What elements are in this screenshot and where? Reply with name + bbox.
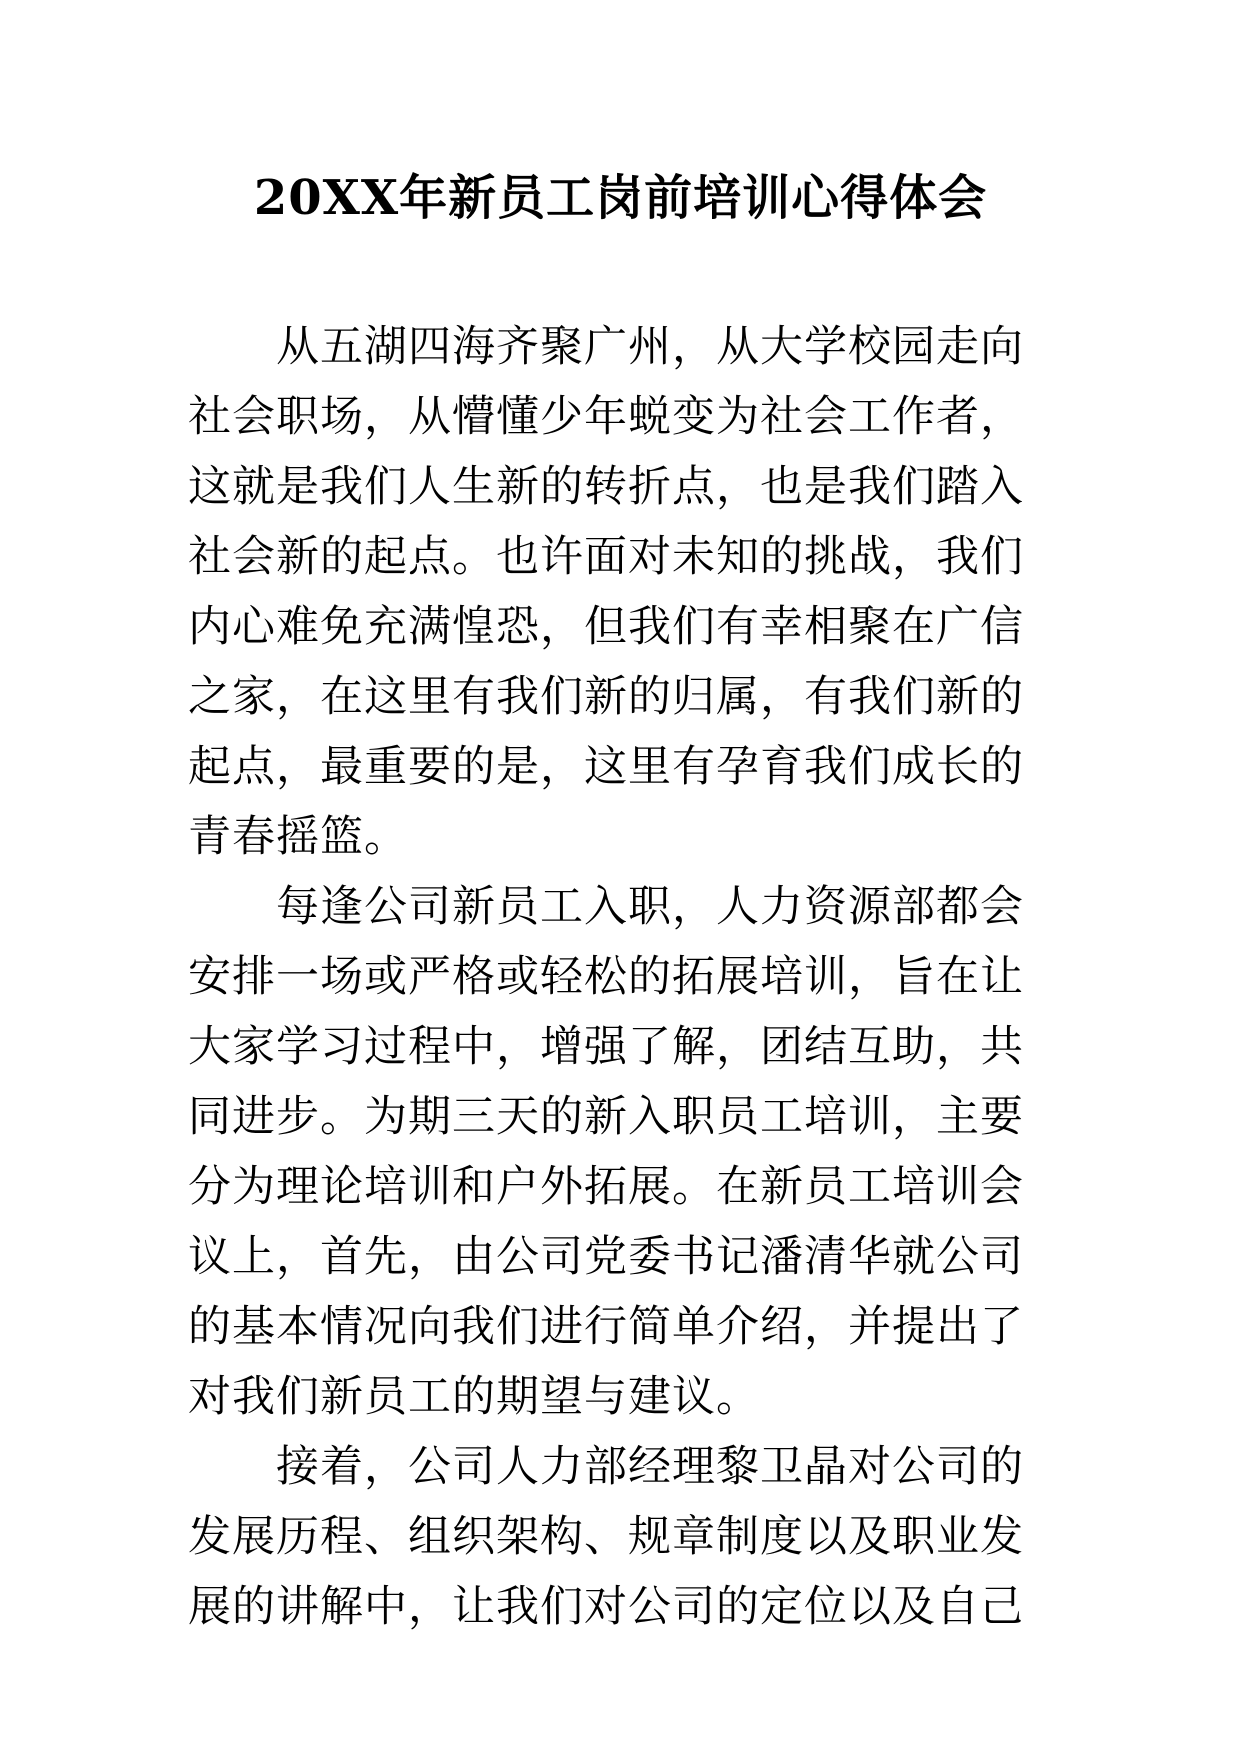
document-title: 20XX年新员工岗前培训心得体会 (253, 170, 988, 226)
text-line: 发展历程、组织架构、规章制度以及职业发 (188, 1512, 1024, 1562)
text-line: 安排一场或严格或轻松的拓展培训，旨在让 (188, 952, 1024, 1002)
text-line: 青春摇篮。 (188, 812, 408, 862)
text-line: 社会职场，从懵懂少年蜕变为社会工作者， (188, 392, 1024, 442)
text-line: 每逢公司新员工入职，人力资源部都会 (188, 882, 1024, 932)
text-line: 接着，公司人力部经理黎卫晶对公司的 (188, 1442, 1024, 1492)
text-line: 从五湖四海齐聚广州，从大学校园走向 (188, 322, 1024, 372)
text-line: 展的讲解中，让我们对公司的定位以及自己 (188, 1582, 1024, 1632)
text-line: 同进步。为期三天的新入职员工培训，主要 (188, 1092, 1024, 1142)
text-line: 的基本情况向我们进行简单介绍，并提出了 (188, 1302, 1024, 1352)
text-line: 分为理论培训和户外拓展。在新员工培训会 (188, 1162, 1024, 1212)
document-body (188, 312, 1058, 1642)
text-line: 起点，最重要的是，这里有孕育我们成长的 (188, 742, 1024, 792)
text-line: 之家，在这里有我们新的归属，有我们新的 (188, 672, 1024, 722)
text-line: 议上，首先，由公司党委书记潘清华就公司 (188, 1232, 1024, 1282)
text-line: 大家学习过程中，增强了解，团结互助，共 (188, 1022, 1024, 1072)
text-line: 社会新的起点。也许面对未知的挑战，我们 (188, 532, 1024, 582)
text-line: 这就是我们人生新的转折点，也是我们踏入 (188, 462, 1024, 512)
text-line: 对我们新员工的期望与建议。 (188, 1372, 760, 1422)
text-line: 内心难免充满惶恐，但我们有幸相聚在广信 (188, 602, 1024, 652)
